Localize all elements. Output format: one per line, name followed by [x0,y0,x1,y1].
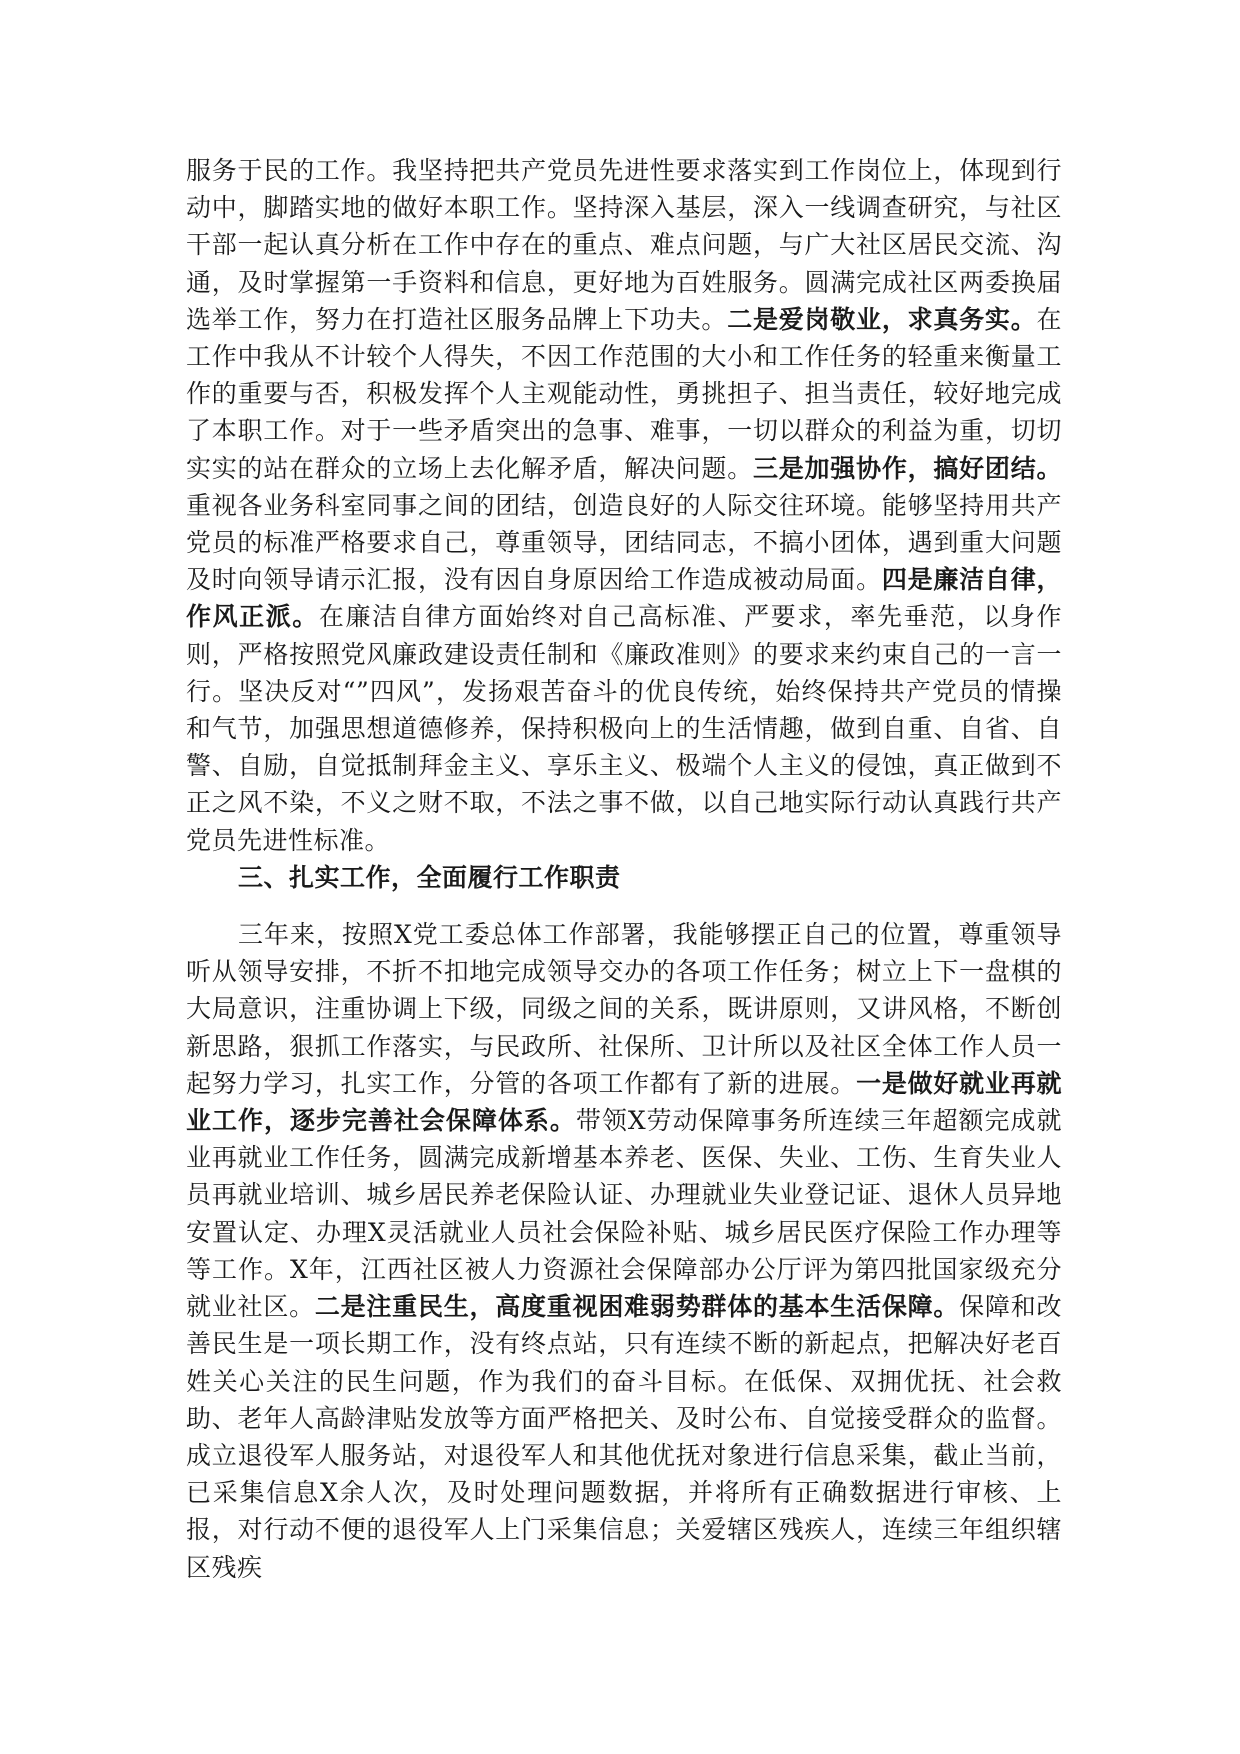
document-page [186,152,1062,1586]
bold-point-1: 一是做好就业再就业工作，逐步完善社会保障体系。 [186,1068,1062,1136]
paragraph-text: 重视各业务科室同事之间的团结，创造良好的人际交往环境。能够坚持用共产党员的标准严格要求自己，尊重领导，团结同志，不搞小团体，遇到重大问题及时向领导请示汇报，没有因自身原因给工作造成被动局面。 [186,490,1062,595]
bold-point-4: 四是廉洁自律，作风正派。 [186,565,1062,632]
body-paragraph-1 [186,152,1062,859]
paragraph-text: 服务于民的工作。我坚持把共产党员先进性要求落实到工作岗位上，体现到行动中，脚踏实地的做好本职工作。坚持深入基层，深入一线调查研究，与社区干部一起认真分析在工作中存在的重点、难点问题，与广大社区居民交流、沟通，及时掌握第一手资料和信息，更好地为百姓服务。圆满完成社区两委换届选举工作，努力在打造社区服务品牌上下功夫。 [186,156,1062,334]
bold-point-2: 二是爱岗敬业，求真务实。 [727,304,1037,334]
section-heading: 三、扎实工作，全面履行工作职责 [238,862,621,892]
paragraph-text: 在廉洁自律方面始终对自己高标准、严要求，率先垂范，以身作则，严格按照党风廉政建设责任制和《廉政准则》的要求来约束自己的一言一行。坚决反对“”四风”，发扬艰苦奋斗的优良传统，始终保持共产党员的情操和气节，加强思想道德修养，保持积极向上的生活情趣，做到自重、自省、自警、自励，自觉抵制拜金主义、享乐主义、极端个人主义的侵蚀，真正做到不正之风不染，不义之财不取，不法之事不做，以自己地实际行动认真践行共产党员先进性标准。 [186,602,1062,855]
bold-point-2: 二是注重民生，高度重视困难弱势群体的基本生活保障。 [314,1292,960,1322]
body-paragraph-2 [186,916,1062,1586]
paragraph-text: 保障和改善民生是一项长期工作，没有终点站，只有连续不断的新起点，把解决好老百姓关心关注的民生问题，作为我们的奋斗目标。在低保、双拥优抚、社会救助、老年人高龄津贴发放等方面严格把关、及时公布、自觉接受群众的监督。成立退役军人服务站，对退役军人和其他优抚对象进行信息采集，截止当前，已采集信息X余人次，及时处理问题数据，并将所有正确数据进行审核、上报，对行动不便的退役军人上门采集信息；关爱辖区残疾人，连续三年组织辖区残疾 [186,1292,1062,1582]
paragraph-text: 带领X劳动保障事务所连续三年超额完成就业再就业工作任务，圆满完成新增基本养老、医保、失业、工伤、生育失业人员再就业培训、城乡居民养老保险认证、办理就业失业登记证、退休人员异地安置认定、办理X灵活就业人员社会保险补贴、城乡居民医疗保险工作办理等等工作。X年，江西社区被人力资源社会保障部办公厅评为第四批国家级充分就业社区。 [186,1106,1062,1322]
bold-point-3: 三是加强协作，搞好团结。 [752,453,1062,483]
paragraph-text: 在工作中我从不计较个人得失，不因工作范围的大小和工作任务的轻重来衡量工作的重要与否，积极发挥个人主观能动性，勇挑担子、担当责任，较好地完成了本职工作。对于一些矛盾突出的急事、难事，一切以群众的利益为重，切切实实的站在群众的立场上去化解矛盾，解决问题。 [186,304,1062,483]
paragraph-text: 三年来，按照X党工委总体工作部署，我能够摆正自己的位置，尊重领导听从领导安排，不折不扣地完成领导交办的各项工作任务；树立上下一盘棋的大局意识，注重协调上下级，同级之间的关系，既讲原则，又讲风格，不断创新思路，狠抓工作落实，与民政所、社保所、卫计所以及社区全体工作人员一起努力学习，扎实工作，分管的各项工作都有了新的进展。 [186,920,1062,1098]
